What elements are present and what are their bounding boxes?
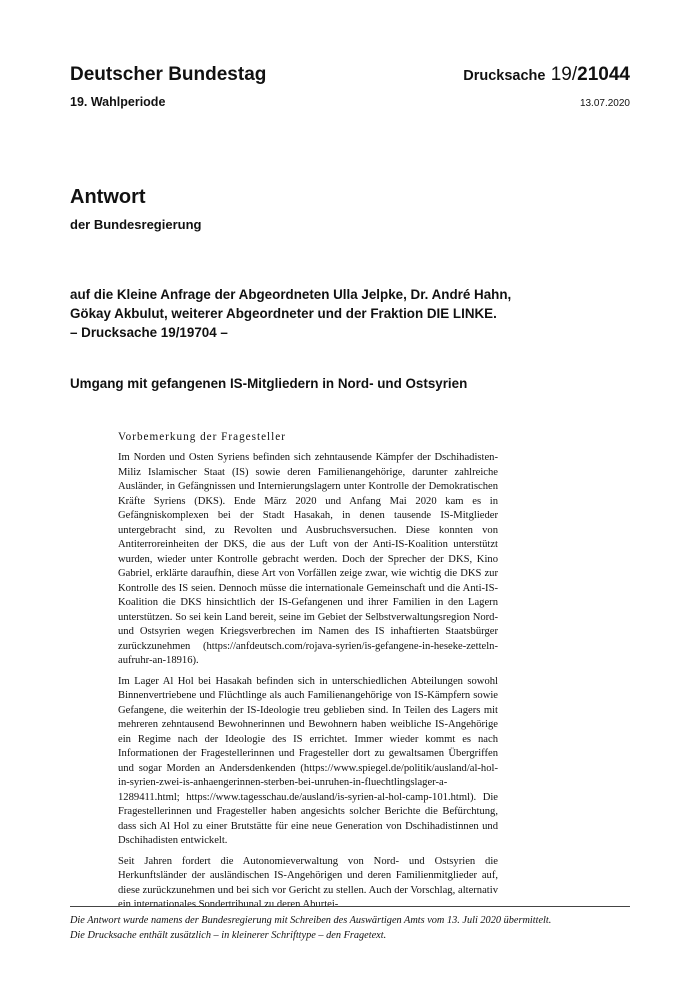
drucksache-label: Drucksache (463, 68, 546, 84)
drucksache-number (463, 64, 630, 86)
footer-note (70, 913, 635, 943)
document-type-title: Antwort (70, 186, 146, 208)
footer-line: Die Drucksache enthält zusätzlich – in kleinerer Schrifttype – den Fragetext. (70, 930, 387, 941)
body-paragraph: Im Norden und Osten Syriens befinden sich zehntausende Kämpfer der Dschihadisten-Miliz Islamischer Staat (IS) sowie deren Familienangehörige, darunter zahlreiche Ausländer, in Gefängnissen und Internierungslagern unter Kontrolle der Demokratischen Kräfte Syriens (DKS). Ende März 2020 und Anfang Mai 2020 kam es in Gefängniskomplexen bei der Stadt Hasakah, in denen tausende IS-Mitglieder untergebracht sind, zu Revolten und Ausbruchsversuchen. Diese konnten von Antiterroreinheiten der DKS, die aus der Luft von der Anti-IS-Koalition unterstützt wurden, wieder unter Kontrolle gebracht werden. Doch der Sprecher der DKS, Kino Gabriel, erklärte daraufhin, diese Art von Vorfällen zeige zwar, wie wichtig die DKS zur Kontrolle des IS seien. Dennoch müsse die internationale Gemeinschaft und die Anti-IS-Koalition die DKS hinsichtlich der IS-Gefangenen und ihrer Familien in den Lagern unterstützen. So sei kein Land bereit, seine im Gebiet der Selbstverwaltungsregion Nord- und Ostsyrien wegen Kriegsverbrechen im Namen des IS inhaftierten Staatsbürger zurückzunehmen (https://anfdeutsch.com/rojava-syrien/is-gefangene-in-heseke-zetteln-aufruhr-an-18916). (118, 452, 498, 666)
inquiry-reference (70, 285, 590, 342)
legislative-period: 19. Wahlperiode (70, 95, 166, 109)
parliament-title: Deutscher Bundestag (70, 64, 267, 85)
preliminary-remark-body (118, 451, 498, 919)
topic-heading: Umgang mit gefangenen IS-Mitgliedern in Nord- und Ostsyrien (70, 376, 468, 391)
document-date: 13.07.2020 (579, 98, 630, 109)
preliminary-remark-heading: Vorbemerkung der Fragesteller (118, 431, 286, 443)
inquiry-line: – Drucksache 19/19704 – (70, 325, 228, 340)
drucksache-id: 21044 (577, 64, 630, 85)
document-issuer: der Bundesregierung (70, 217, 202, 232)
inquiry-line: Gökay Akbulut, weiterer Abgeordneter und der Fraktion DIE LINKE. (70, 306, 497, 321)
body-paragraph: Im Lager Al Hol bei Hasakah befinden sich in unterschiedlichen Abteilungen sowohl Binnenvertriebene und Flüchtlinge als auch Familienangehörige von IS-Kämpfern sowie Gefangene, die weiterhin der IS-Ideologie treu geblieben sind. In Teilen des Lagers mit mehreren zehntausend Bewohnerinnen und Bewohnern haben weibliche IS-Angehörige ein Regime nach der Ideologie des IS errichtet. Immer wieder kommt es nach Informationen der Fragestellerinnen und Fragesteller dort zu gewaltsamen Übergriffen und sogar Morden an Andersdenkenden (https://www.spiegel.de/politik/ausland/al-hol-in-syrien-zwei-is-anhaengerinnen-sterben-bei-unruhen-in-fluechtlingslager-a-1289411.html; https://www.tagesschau.de/ausland/is-syrien-al-hol-camp-101.html). Die Fragestellerinnen und Fragesteller haben angesichts solcher Berichte die Befürchtung, dass sich Al Hol zu einer Brutstätte für eine neue Generation von Dschihadistinnen und Dschihadisten entwickelt. (118, 675, 498, 846)
body-paragraph: Seit Jahren fordert die Autonomieverwaltung von Nord- und Ostsyrien die Herkunftsländer der ausländischen IS-Angehörigen und deren Familienmitglieder auf, diese zurückzunehmen und bei sich vor Gericht zu stellen. Auch der Vorschlag, alternativ ein internationales Sondertribunal zu deren Aburtei- (118, 855, 498, 910)
footer-divider (70, 906, 630, 907)
inquiry-line: auf die Kleine Anfrage der Abgeordneten Ulla Jelpke, Dr. André Hahn, (70, 287, 512, 302)
drucksache-prefix: 19/ (550, 64, 578, 85)
footer-line: Die Antwort wurde namens der Bundesregierung mit Schreiben des Auswärtigen Amts vom 13. Juli 2020 übermittelt. (70, 915, 552, 926)
